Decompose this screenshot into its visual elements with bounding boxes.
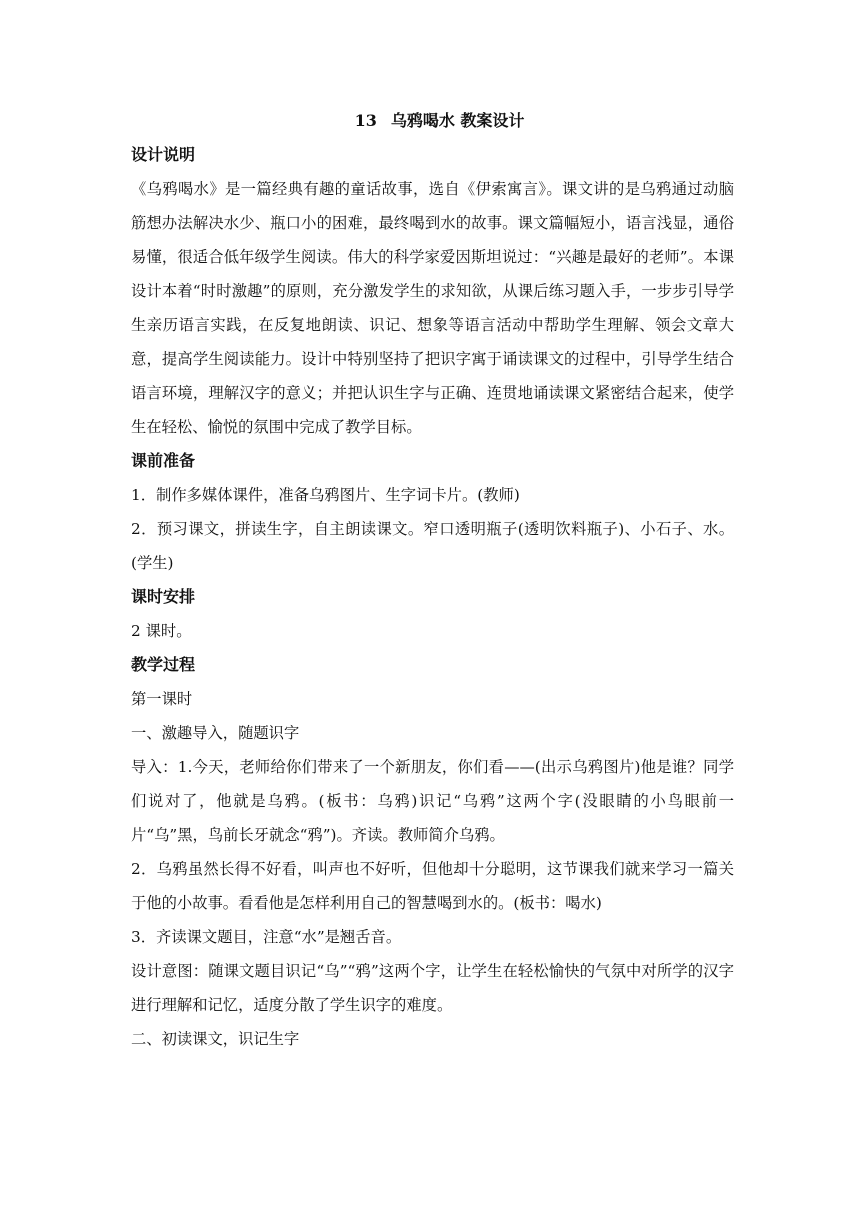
section-heading: 课时安排 <box>131 587 196 606</box>
lesson-number: 13 <box>354 111 377 130</box>
section-heading: 课前准备 <box>131 451 196 470</box>
document-body <box>131 138 734 1056</box>
paragraph: 二、初读课文，识记生字 <box>131 1030 300 1048</box>
paragraph: 2．预习课文，拼读生字，自主朗读课文。窄口透明瓶子(透明饮料瓶子)、小石子、水。(学生) <box>131 520 734 572</box>
paragraph: 一、激趣导入，随题识字 <box>131 724 300 742</box>
document-page <box>131 104 734 1056</box>
paragraph: 设计意图：随课文题目识记“乌”“鸦”这两个字，让学生在轻松愉快的气氛中对所学的汉字进行理解和记忆，适度分散了学生识字的难度。 <box>131 962 734 1014</box>
paragraph: 2．乌鸦虽然长得不好看，叫声也不好听，但他却十分聪明，这节课我们就来学习一篇关于他的小故事。看看他是怎样利用自己的智慧喝到水的。(板书：喝水) <box>131 860 734 912</box>
paragraph: 1．制作多媒体课件，准备乌鸦图片、生字词卡片。(教师) <box>131 486 520 504</box>
section-heading: 设计说明 <box>131 145 196 164</box>
paragraph: 第一课时 <box>131 690 193 708</box>
paragraph: 3．齐读课文题目，注意“水”是翘舌音。 <box>131 928 402 946</box>
title-text: 乌鸦喝水 教案设计 <box>390 111 525 130</box>
paragraph: 导入：1.今天，老师给你们带来了一个新朋友，你们看——(出示乌鸦图片)他是谁？同学们说对了，他就是乌鸦。(板书：乌鸦)识记“乌鸦”这两个字(没眼睛的小鸟眼前一片“乌”黑，鸟前长牙就念“鸦”)。齐读。教师简介乌鸦。 <box>131 758 734 844</box>
document-title <box>145 104 734 138</box>
paragraph: 《乌鸦喝水》是一篇经典有趣的童话故事，选自《伊索寓言》。课文讲的是乌鸦通过动脑筋想办法解决水少、瓶口小的困难，最终喝到水的故事。课文篇幅短小，语言浅显，通俗易懂，很适合低年级学生阅读。伟大的科学家爱因斯坦说过：“兴趣是最好的老师”。本课设计本着“时时激趣”的原则，充分激发学生的求知欲，从课后练习题入手，一步步引导学生亲历语言实践，在反复地朗读、识记、想象等语言活动中帮助学生理解、领会文章大意，提高学生阅读能力。设计中特别坚持了把识字寓于诵读课文的过程中，引导学生结合语言环境，理解汉字的意义；并把认识生字与正确、连贯地诵读课文紧密结合起来，使学生在轻松、愉悦的氛围中完成了教学目标。 <box>131 180 734 436</box>
section-heading: 教学过程 <box>131 655 196 674</box>
paragraph: 2 课时。 <box>131 622 192 640</box>
